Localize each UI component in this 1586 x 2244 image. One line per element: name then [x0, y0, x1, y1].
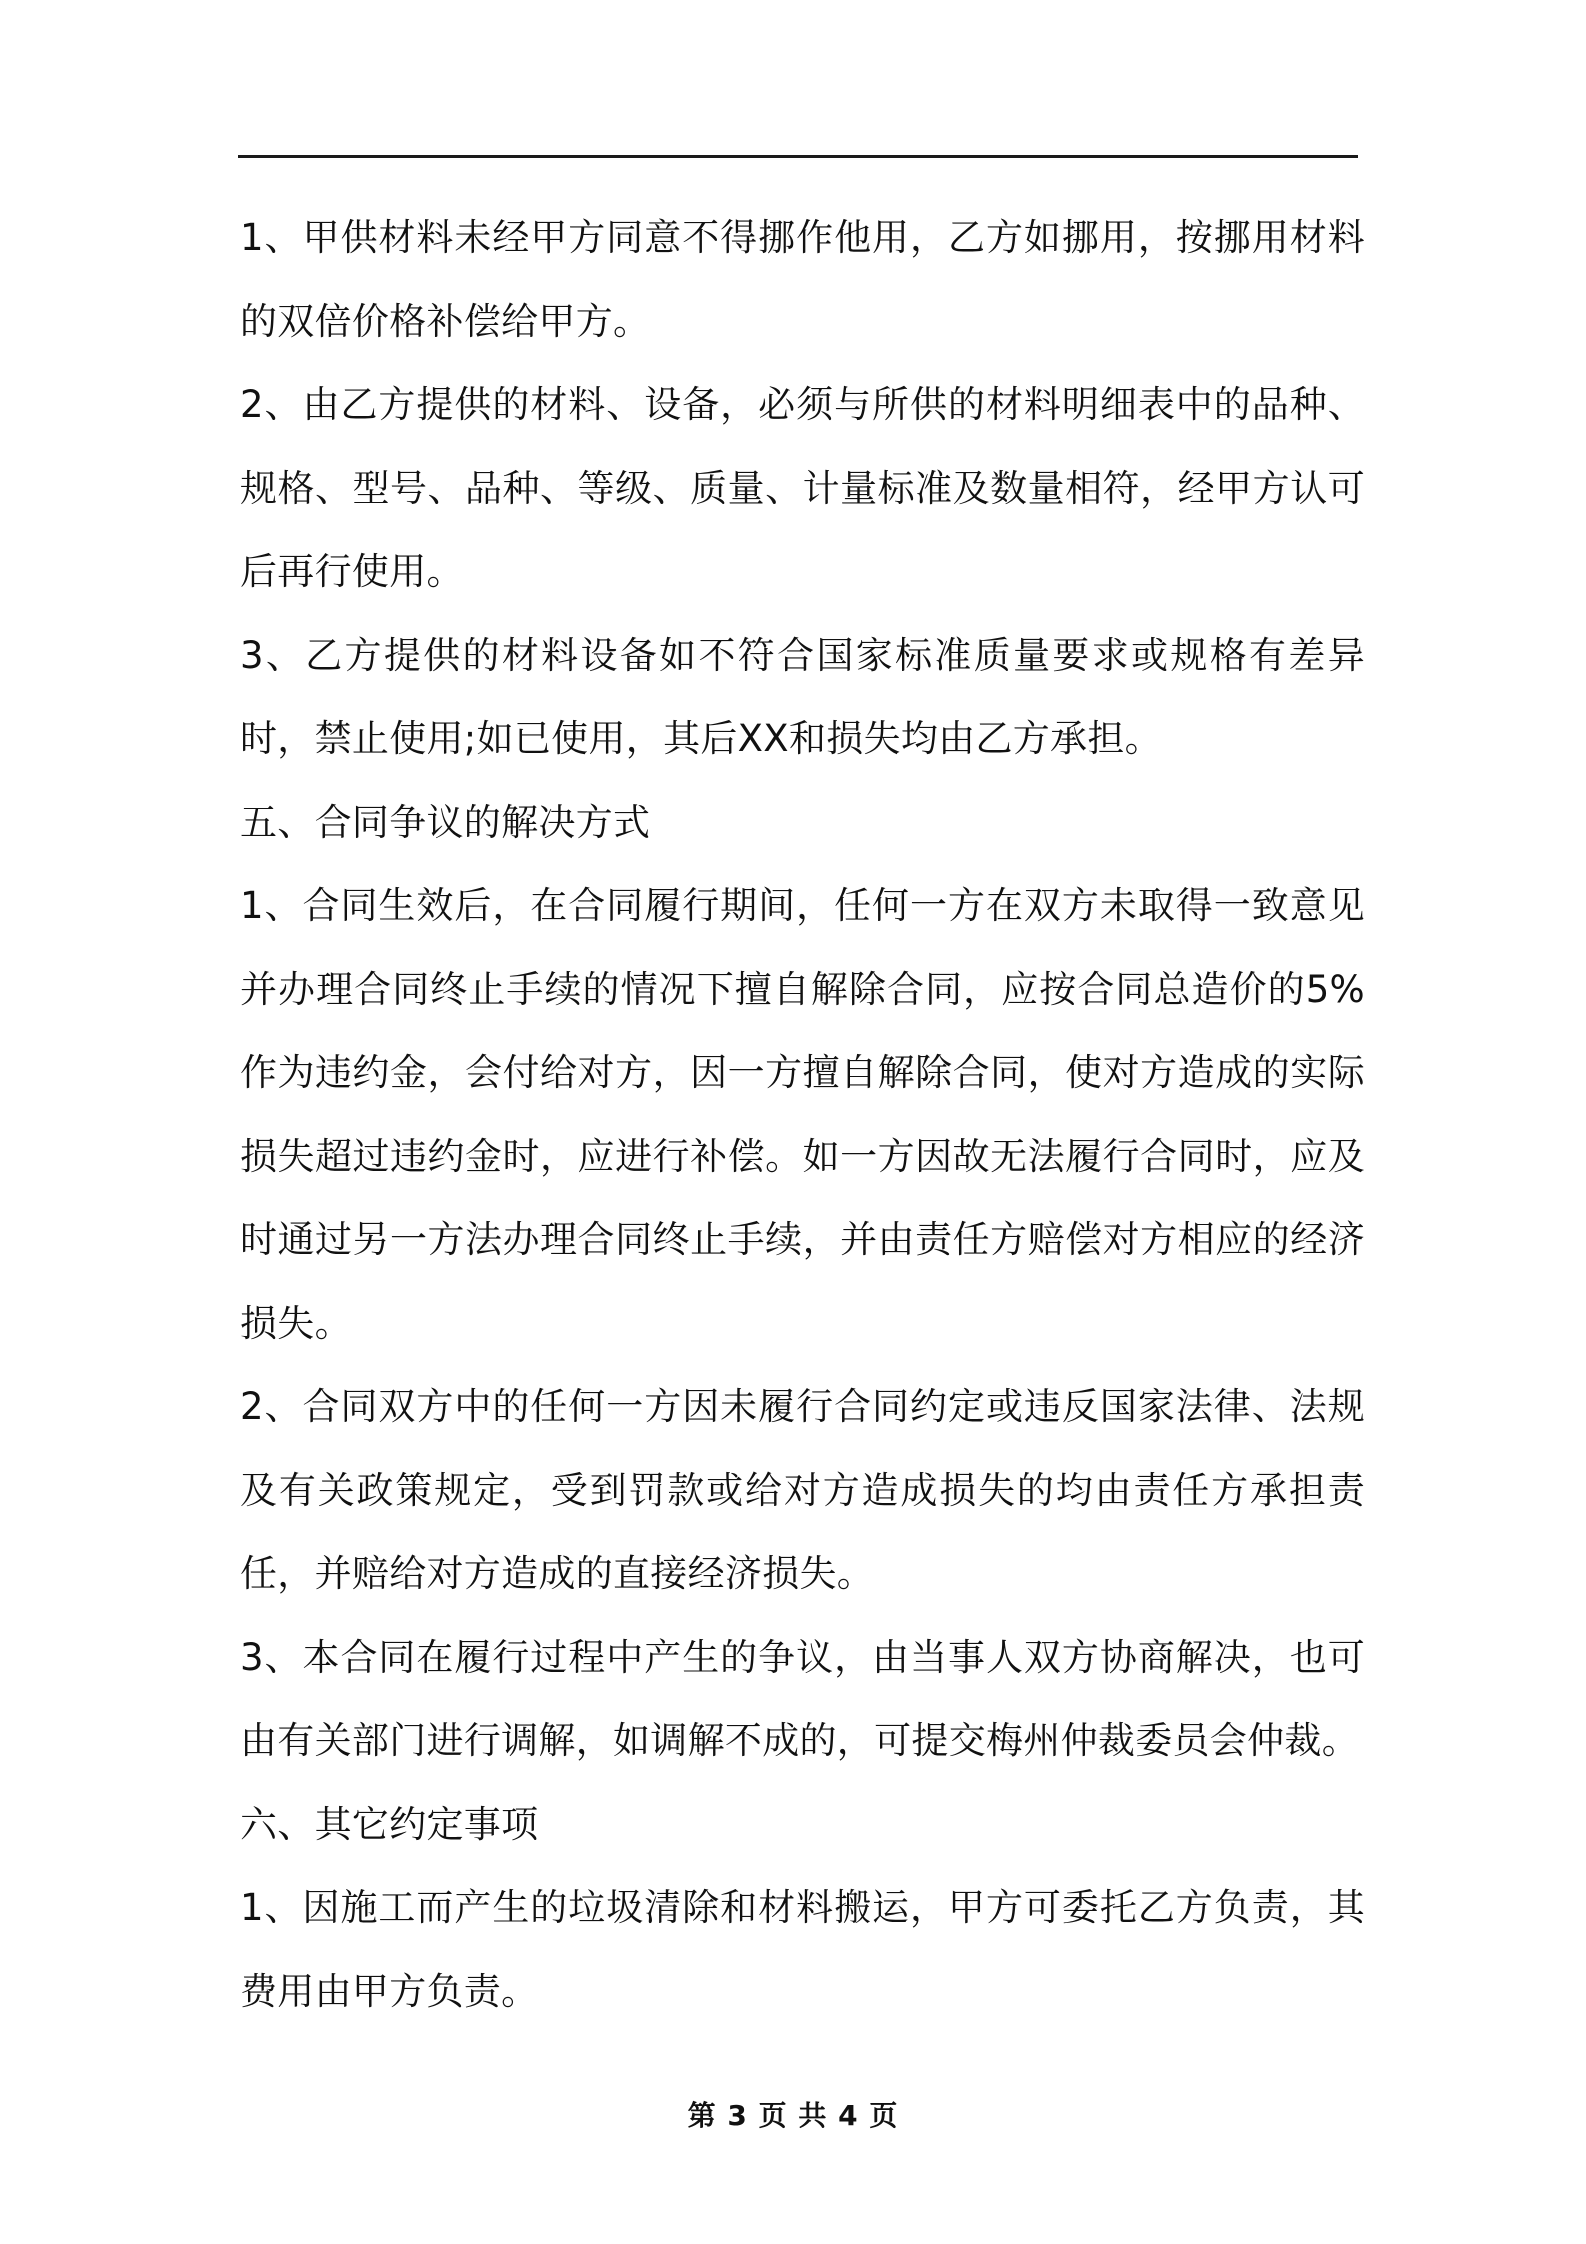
section-heading: 六、其它约定事项 [240, 1802, 539, 1846]
section-heading: 五、合同争议的解决方式 [240, 800, 651, 844]
clause-paragraph: 1、因施工而产生的垃圾清除和材料搬运，甲方可委托乙方负责，其费用由甲方负责。 [240, 1886, 1365, 2013]
page-number-footer: 第 3 页 共 4 页 [687, 2099, 899, 2132]
clause-paragraph: 2、由乙方提供的材料、设备，必须与所供的材料明细表中的品种、规格、型号、品种、等级、质量、计量标准及数量相符，经甲方认可后再行使用。 [240, 383, 1365, 593]
clause-paragraph: 1、合同生效后，在合同履行期间，任何一方在双方未取得一致意见并办理合同终止手续的情况下擅自解除合同，应按合同总造价的5%作为违约金，会付给对方，因一方擅自解除合同，使对方造成的实际损失超过违约金时，应进行补偿。如一方因故无法履行合同时，应及时通过另一方法办理合同终止手续，并由责任方赔偿对方相应的经济损失。 [240, 884, 1365, 1345]
clause-paragraph: 3、乙方提供的材料设备如不符合国家标准质量要求或规格有差异时，禁止使用;如已使用，其后XX和损失均由乙方承担。 [240, 633, 1365, 760]
clause-paragraph: 2、合同双方中的任何一方因未履行合同约定或违反国家法律、法规及有关政策规定，受到罚款或给对方造成损失的均由责任方承担责任，并赔给对方造成的直接经济损失。 [240, 1385, 1365, 1595]
header-divider [238, 155, 1358, 158]
clause-paragraph: 1、甲供材料未经甲方同意不得挪作他用，乙方如挪用，按挪用材料的双倍价格补偿给甲方。 [240, 216, 1365, 343]
clause-paragraph: 3、本合同在履行过程中产生的争议，由当事人双方协商解决，也可由有关部门进行调解，如调解不成的，可提交梅州仲裁委员会仲裁。 [240, 1635, 1365, 1762]
document-body [240, 196, 1365, 2033]
